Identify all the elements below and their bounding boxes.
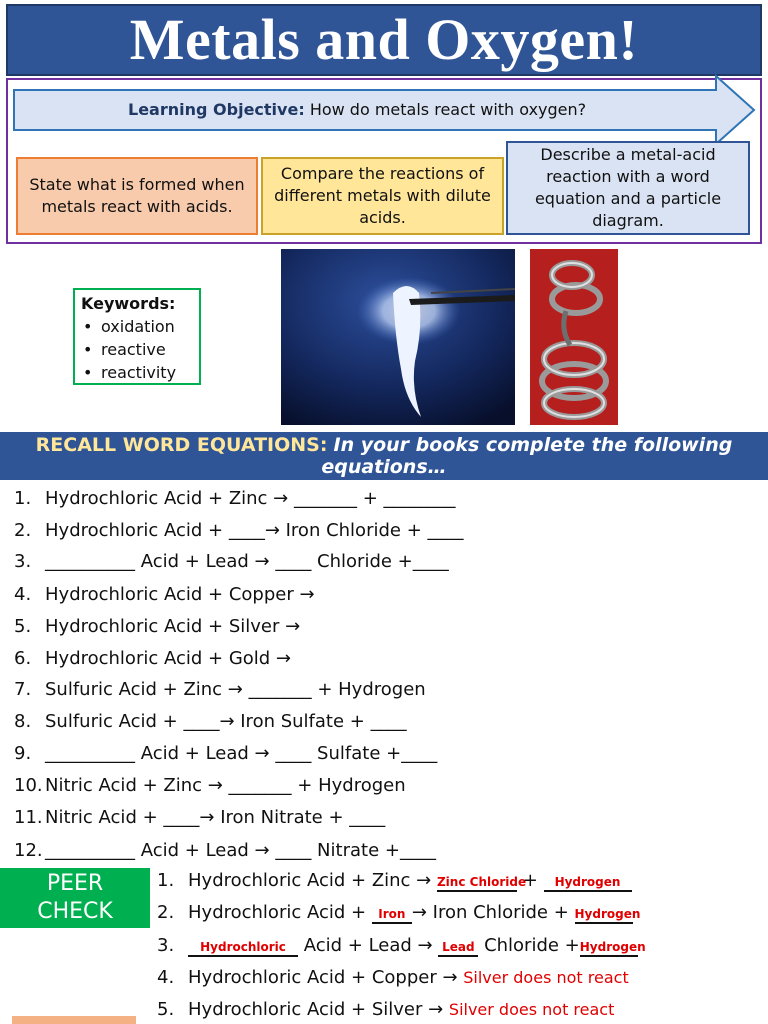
answer-fill: Hydrogen [580, 939, 638, 957]
equation-text: Hydrochloric Acid + Zinc → _______ + ________ [45, 488, 456, 509]
equation-number: 10. [14, 775, 43, 796]
recall-instruction: In your books complete the following equations… [321, 434, 733, 478]
answer-text: Acid + Lead → [298, 935, 439, 956]
peer-check-label: PEER [46, 871, 104, 896]
equation-number: 6. [14, 648, 32, 669]
learning-objective-label: Learning Objective: [128, 100, 305, 119]
answer-fill: Iron [372, 906, 412, 924]
burning-magnesium-photo [281, 249, 515, 425]
answer-fill: Zinc Chloride [437, 874, 517, 892]
answer-text: → Iron Chloride + [411, 902, 575, 923]
equation-line [14, 775, 406, 797]
learning-objective-text: How do metals react with oxygen? [309, 100, 587, 119]
metal-ribbon-photo [530, 249, 618, 425]
answer-text: Hydrochloric Acid + Copper → [188, 967, 464, 988]
answer-fill: Lead [438, 939, 478, 957]
equation-line [14, 551, 449, 573]
answer-fill: Hydrogen [575, 906, 633, 924]
outcome-card-compare [261, 157, 504, 235]
equation-line [14, 584, 315, 606]
answer-line [157, 902, 641, 924]
equation-text: Hydrochloric Acid + ____→ Iron Chloride + ____ [45, 520, 464, 541]
outcome-text: Describe a metal-acid reaction with a word equation and a particle diagram. [534, 145, 722, 230]
keywords-list [81, 315, 193, 384]
peer-check-label: CHECK [37, 899, 113, 924]
equation-line [14, 679, 426, 701]
answer-text: Hydrochloric Acid + [188, 902, 372, 923]
equation-line [14, 488, 456, 510]
outcome-text: Compare the reactions of different metals with dilute acids. [274, 164, 491, 227]
answer-fill: Hydrogen [544, 874, 632, 892]
keyword-item: • reactivity [101, 361, 193, 384]
learning-objective [128, 100, 586, 119]
equation-text: Hydrochloric Acid + Copper → [45, 584, 315, 605]
answer-text: Hydrochloric Acid + Silver → [188, 999, 449, 1020]
peer-check-box [0, 868, 150, 928]
answer-note: Silver does not react [463, 968, 629, 987]
equation-number: 12. [14, 840, 43, 861]
answer-line [157, 999, 614, 1021]
cropped-tab-box [12, 1016, 136, 1024]
equation-number: 5. [14, 616, 32, 637]
answer-text: Hydrochloric Acid + Zinc → [188, 870, 437, 891]
equation-number: 7. [14, 679, 32, 700]
equation-line [14, 711, 407, 733]
page-title: Metals and Oxygen! [129, 7, 639, 72]
answer-line [157, 870, 632, 892]
answer-number: 5. [157, 999, 175, 1020]
equation-text: Nitric Acid + Zinc → _______ + Hydrogen [45, 775, 406, 796]
recall-banner [0, 432, 768, 480]
keyword-item: • oxidation [101, 315, 193, 338]
equation-text: __________ Acid + Lead → ____ Chloride +____ [45, 551, 449, 572]
answer-number: 3. [157, 935, 175, 956]
equation-line [14, 616, 300, 638]
equation-number: 11. [14, 807, 43, 828]
equation-text: Sulfuric Acid + Zinc → _______ + Hydrogen [45, 679, 426, 700]
equation-number: 4. [14, 584, 32, 605]
equation-text: Sulfuric Acid + ____→ Iron Sulfate + ____ [45, 711, 407, 732]
answer-note: Silver does not react [448, 1000, 615, 1019]
keywords-heading: Keywords: [81, 294, 176, 313]
answer-line [157, 967, 629, 989]
answer-line [157, 935, 646, 957]
title-banner [6, 4, 762, 76]
answer-number: 1. [157, 870, 175, 891]
equation-text: Nitric Acid + ____→ Iron Nitrate + ____ [45, 807, 386, 828]
equation-number: 1. [14, 488, 32, 509]
answer-fill: Hydrochloric [188, 939, 298, 957]
equation-text: Hydrochloric Acid + Silver → [45, 616, 301, 637]
outcome-text: State what is formed when metals react with acids. [29, 175, 245, 216]
equation-number: 8. [14, 711, 32, 732]
equation-text: Hydrochloric Acid + Gold → [45, 648, 292, 669]
equation-line [14, 807, 385, 829]
answer-number: 4. [157, 967, 175, 988]
equation-text: __________ Acid + Lead → ____ Nitrate +____ [45, 840, 436, 861]
equation-line [14, 743, 437, 765]
equation-text: __________ Acid + Lead → ____ Sulfate +____ [45, 743, 438, 764]
keywords-box [73, 288, 201, 385]
equation-line [14, 840, 436, 862]
answer-text: + [516, 870, 544, 891]
equation-line [14, 520, 464, 542]
outcome-card-describe [506, 141, 750, 235]
equation-line [14, 648, 291, 670]
answer-text: Chloride + [478, 935, 580, 956]
recall-label: RECALL WORD EQUATIONS: [35, 434, 328, 456]
outcome-card-state [16, 157, 258, 235]
equation-number: 9. [14, 743, 32, 764]
keyword-item: • reactive [101, 338, 193, 361]
equation-number: 2. [14, 520, 32, 541]
answer-number: 2. [157, 902, 175, 923]
equation-number: 3. [14, 551, 32, 572]
